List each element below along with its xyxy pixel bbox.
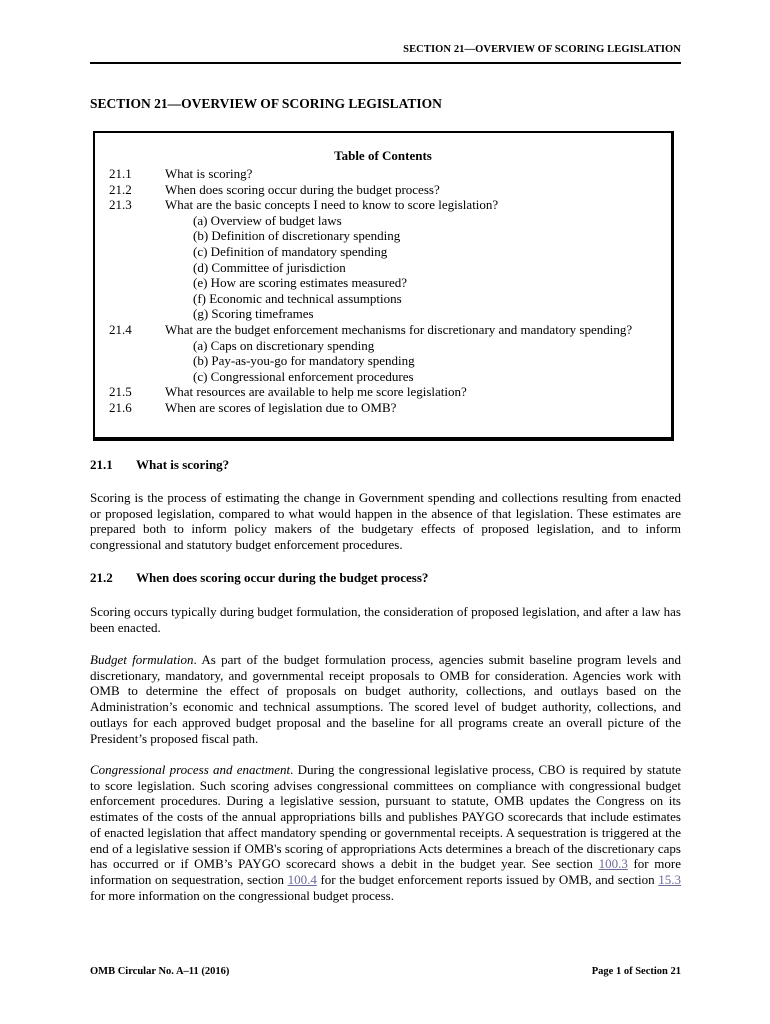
toc-item: [109, 384, 632, 400]
page-title: SECTION 21—OVERVIEW OF SCORING LEGISLATION: [90, 96, 442, 111]
toc-subitem: (b) Pay-as-you-go for mandatory spending: [193, 353, 415, 369]
paragraph-scoring-timing: Scoring occurs typically during budget formulation, the consideration of proposed legislation, and after a law has been enacted.: [90, 604, 681, 635]
toc-item-number: 21.2: [109, 181, 132, 197]
document-page: [90, 0, 681, 1024]
toc-subitem: (c) Congressional enforcement procedures: [193, 368, 414, 384]
toc-item: [109, 197, 632, 213]
running-head: SECTION 21—OVERVIEW OF SCORING LEGISLATION: [403, 44, 681, 55]
toc-item-text: What resources are available to help me score legislation?: [165, 384, 467, 400]
footer-page-number: Page 1 of Section 21: [591, 966, 681, 977]
congressional-process-text: . During the congressional legislative process, CBO is required by statute to score legislation. Such scoring advises congressional committees on compliance with congressional budget enforcement procedures. During a legislative session, pursuant to statute, OMB updates the Congress on its estimates of the costs of the annual appropriations bills and publishes PAYGO scorecards that include estimates of enacted legislation that affect mandatory spending or governmental receipts. A sequestration is triggered at the end of a legislative session if OMB's scoring of appropriations Acts determines a breach of the discretionary caps has occurred or if OMB’s PAYGO scorecard shows a debit in the budget year. See section: [90, 762, 681, 872]
table-of-contents: [93, 131, 674, 441]
toc-item: [109, 400, 632, 416]
link-section-100-4[interactable]: 100.4: [287, 871, 317, 887]
toc-subitem: (f) Economic and technical assumptions: [193, 290, 402, 306]
link-section-15-3[interactable]: 15.3: [658, 871, 681, 887]
budget-formulation-label: Budget formulation: [90, 652, 194, 667]
toc-subitem: (g) Scoring timeframes: [193, 306, 314, 322]
toc-subitem: (b) Definition of discretionary spending: [193, 228, 401, 244]
paragraph-budget-formulation: [90, 652, 681, 746]
section-number: 21.2: [90, 570, 113, 585]
toc-item-number: 21.5: [109, 384, 132, 400]
toc-item: [109, 322, 632, 338]
paragraph-scoring-definition: Scoring is the process of estimating the change in Government spending and collections resulting from enacted or proposed legislation, compared to what would happen in the absence of that legislation. These estimates are prepared both to inform policy makers of the budgetary effects of proposed legislation, and to inform congressional and statutory budget enforcement procedures.: [90, 490, 681, 553]
congressional-process-label: Congressional process and enactment: [90, 762, 291, 777]
toc-subitem: (d) Committee of jurisdiction: [193, 259, 346, 275]
link-section-100-3[interactable]: 100.3: [598, 856, 628, 872]
toc-item-number: 21.4: [109, 321, 132, 337]
congressional-process-text: for the budget enforcement reports issued by OMB, and section: [316, 871, 659, 887]
congressional-process-text: for more information on sequestration, section: [90, 856, 681, 887]
section-title: What is scoring?: [136, 457, 230, 472]
toc-subitem: (a) Caps on discretionary spending: [193, 337, 375, 353]
toc-item-number: 21.3: [109, 197, 132, 213]
toc-subitem: (a) Overview of budget laws: [193, 212, 342, 228]
toc-item: [109, 182, 632, 198]
toc-item-text: What are the budget enforcement mechanisms for discretionary and mandatory spending?: [165, 321, 633, 337]
budget-formulation-text: . As part of the budget formulation process, agencies submit baseline program levels and discretionary, mandatory, and governmental receipt proposals to OMB for consideration. Agencies work with OMB to determine the effect of proposals on budget authority, collections, and outlays based on the Administration’s economic and technical assumptions. The scored level of budget authority, collections, and outlays for each approved budget proposal and the baseline for all programs create an overall picture of the President’s proposed fiscal path.: [90, 652, 681, 746]
toc-item-text: What are the basic concepts I need to know to score legislation?: [165, 197, 499, 213]
section-heading-21-1: [90, 457, 229, 473]
toc-item: [109, 166, 632, 182]
section-title: When does scoring occur during the budget process?: [136, 570, 429, 585]
toc-list: [109, 166, 632, 416]
toc-item-text: What is scoring?: [165, 166, 253, 181]
congressional-process-text: for more information on the congressional budget process.: [90, 887, 394, 903]
header-rule: [90, 62, 681, 64]
paragraph-congressional-process: [90, 762, 681, 903]
toc-item-text: When does scoring occur during the budget process?: [165, 181, 440, 197]
toc-subitem: (c) Definition of mandatory spending: [193, 243, 388, 259]
toc-subitem: (e) How are scoring estimates measured?: [193, 275, 408, 291]
section-number: 21.1: [90, 457, 113, 472]
toc-item-number: 21.6: [109, 399, 132, 415]
toc-item-text: When are scores of legislation due to OMB?: [165, 399, 397, 415]
toc-item-number: 21.1: [109, 166, 132, 181]
footer-circular: OMB Circular No. A–11 (2016): [90, 966, 230, 977]
toc-title: Table of Contents: [334, 148, 432, 163]
section-heading-21-2: [90, 570, 428, 586]
